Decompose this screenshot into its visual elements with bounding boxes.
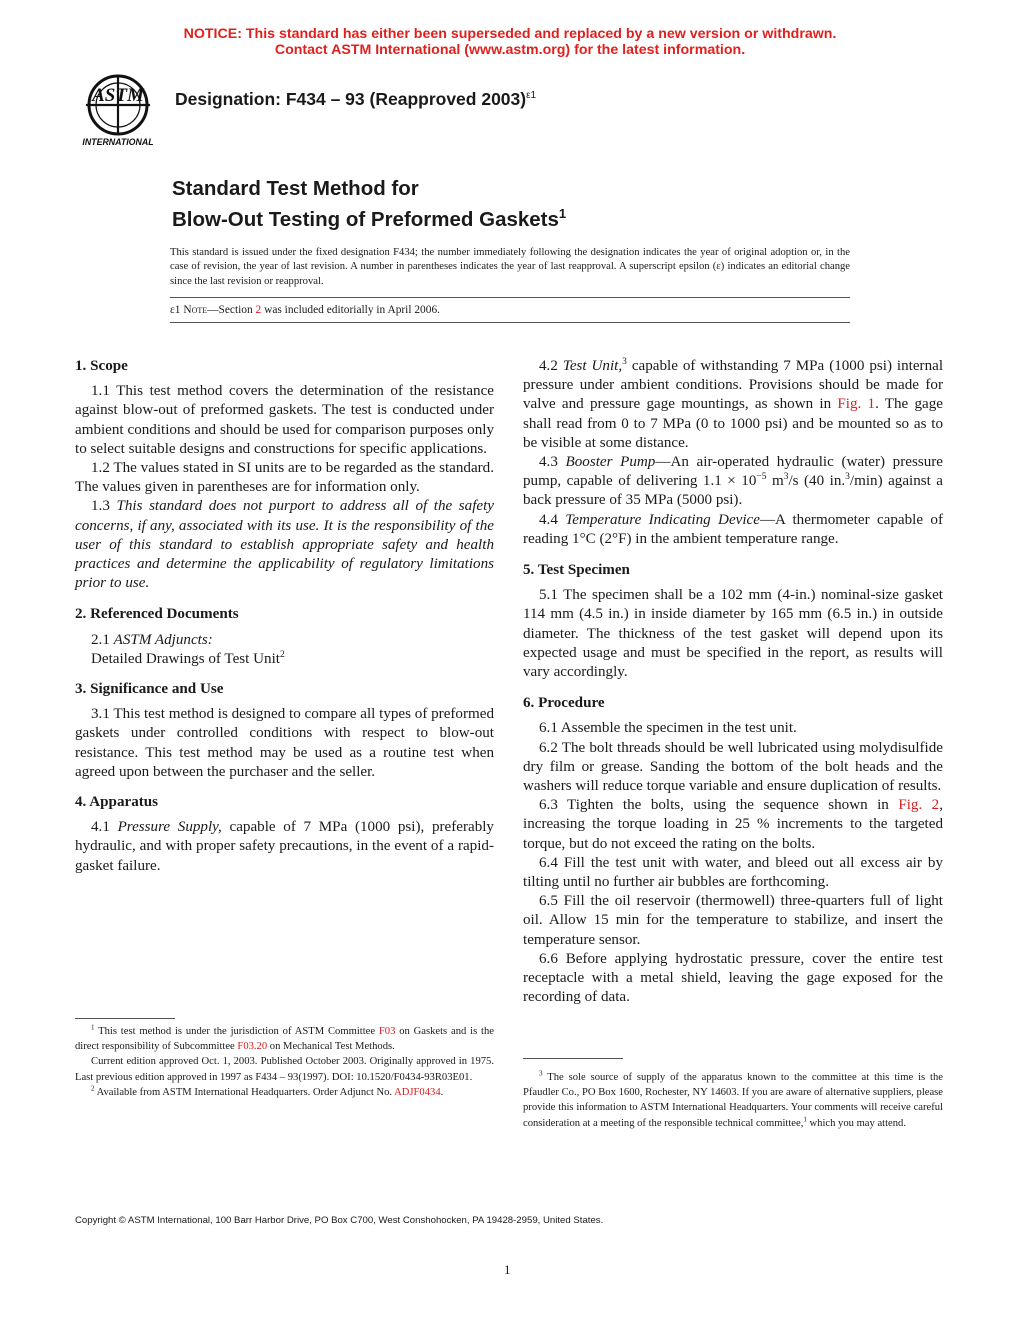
- s4-p3-num: 4.3: [539, 454, 558, 471]
- section-6-heading: 6. Procedure: [523, 695, 605, 712]
- s4-p3: [523, 453, 943, 511]
- footnote-1-edition: Current edition approved Oct. 1, 2003. Published October 2003. Originally approved in 1975. Last previous edition approved in 1997 as F434 – 93(1997). DOI: 10.1520/F0434-93R03E01.: [75, 1056, 494, 1083]
- copyright: Copyright © ASTM International, 100 Barr Harbor Drive, PO Box C700, West Conshohocken, PA 19428-2959, United States.: [75, 1215, 604, 1226]
- s6-p1: 6.1 Assemble the specimen in the test unit.: [539, 720, 797, 737]
- s2-p1-num: 2.1: [91, 631, 110, 648]
- s4-p2-sup: 3: [622, 356, 627, 367]
- s4-p2-label: Test Unit,: [562, 358, 623, 374]
- designation-text: Designation: F434 – 93 (Reapproved 2003): [175, 89, 527, 109]
- fn2-a: Available from ASTM International Headquarters. Order Adjunct No.: [96, 1086, 395, 1098]
- divider-bottom: [170, 322, 850, 323]
- fn3-a: The sole source of supply of the apparatus known to the committee at this time is the Pfaudler Co., PO Box 1600, Rochester, NY 14603. If you are aware of alternative suppliers, please provide this information to ASTM International Headquarters. Your comments will receive careful consideration at a meeting of the responsible technical committee,: [523, 1072, 943, 1129]
- s6-p6: 6.6 Before applying hydrostatic pressure, cover the entire test receptacle with a metal shield, leaving the gage exposed for the recording of data.: [523, 950, 943, 1006]
- editorial-note-label: Note: [183, 304, 208, 316]
- s4-p2-num: 4.2: [539, 358, 558, 374]
- s4-p4-label: Temperature Indicating Device: [565, 511, 760, 528]
- fn1-c: on Mechanical Test Methods.: [267, 1041, 395, 1053]
- s4-p2-text-b: . The gage shall read from 0 to 7 MPa (0 to 1000 psi) and be mounted so as to be visible at some distance.: [523, 396, 943, 451]
- s5-p1: 5.1 The specimen shall be a 102 mm (4-in.) nominal-size gasket 114 mm (4.5 in.) in inside diameter by 165 mm (6.5 in.) in outside diameter. The thickness of the test gasket will depend upon its expected usage and must be specified in the report, as results will vary accordingly.: [523, 587, 943, 681]
- logo-sub: INTERNATIONAL: [82, 137, 154, 147]
- fn2-adjunct-link[interactable]: ADJF0434: [394, 1086, 441, 1098]
- fn2-b: .: [440, 1086, 444, 1098]
- s4-p4-text: —A thermometer capable of reading 1°C (2°F) in the ambient temperature range.: [523, 511, 943, 547]
- s6-p3: [523, 796, 943, 854]
- intro-paragraph: This standard is issued under the fixed designation F434; the number immediately following the designation indicates the year of original adoption or, in the case of revision, the year of last revision. A number in parentheses indicates the year of last reapproval. A superscript epsilon (ε) indicates an editorial change since the last revision or reapproval.: [170, 247, 850, 287]
- fig-2-link[interactable]: Fig. 2: [898, 797, 940, 814]
- s6-p4: 6.4 Fill the test unit with water, and bleed out all excess air by tilting until no further air bubbles are forthcoming.: [523, 854, 943, 891]
- s2-p1: [75, 631, 494, 650]
- logo-letters: ASTM: [92, 85, 144, 106]
- editorial-post: was included editorially in April 2006.: [261, 304, 440, 316]
- footnote-3: [523, 1070, 943, 1131]
- s6-p3-text-a: 6.3 Tighten the bolts, using the sequence shown in: [539, 797, 899, 814]
- section-2-heading: 2. Referenced Documents: [75, 606, 239, 623]
- s4-p2: [523, 357, 943, 453]
- title-line-2: Blow-Out Testing of Preformed Gaskets: [172, 207, 559, 231]
- s1-p1: 1.1 This test method covers the determination of the resistance against blow-out of preformed gaskets. The test is conducted under ambient conditions and should be used for comparison purposes only to select suitable designs and constructions for specific applications.: [75, 383, 494, 457]
- fn1-a: This test method is under the jurisdiction of ASTM Committee: [98, 1026, 379, 1037]
- fn2-sup: 2: [91, 1084, 95, 1093]
- notice-line-2: Contact ASTM International (www.astm.org) for the latest information.: [274, 42, 746, 58]
- left-column: [75, 357, 494, 876]
- designation: [175, 89, 536, 110]
- fig-1-link[interactable]: Fig. 1: [837, 396, 876, 413]
- page-number: 1: [504, 1262, 511, 1277]
- section-1-heading: 1. Scope: [75, 358, 128, 374]
- s1-p3: [75, 497, 494, 593]
- footnote-2: [75, 1085, 494, 1100]
- notice-line-1: NOTICE: This standard has either been superseded and replaced by a new version or withdrawn.: [183, 26, 837, 42]
- s6-p2: 6.2 The bolt threads should be well lubricated using molydisulfide dry film or grease. Sanding the bottom of the bolt heads and the washers will reduce torque variable and ensure duplication of results.: [523, 739, 943, 795]
- footnote-1: [75, 1024, 494, 1054]
- fn3-sup: 3: [539, 1069, 543, 1078]
- s4-p3-sup2: 3: [783, 472, 789, 483]
- s4-p3-text-a: —An air-operated hydraulic (water) pressure pump, capable of delivering 1.1 × 10: [523, 454, 943, 490]
- s4-p3-text-b: m: [766, 473, 784, 490]
- right-column: [523, 357, 943, 1008]
- s2-p1-text: ASTM Adjuncts:: [113, 631, 213, 648]
- fn1-b: on Gaskets and is the direct responsibility of Subcommittee: [75, 1026, 494, 1053]
- s4-p1-label: Pressure Supply,: [117, 819, 222, 836]
- fn3-b: which you may attend.: [806, 1117, 906, 1129]
- footnote-rule-left: [75, 1018, 175, 1019]
- fn1-committee-link[interactable]: F03: [378, 1026, 396, 1037]
- s4-p1-num: 4.1: [91, 819, 110, 836]
- s4-p3-text-c: /s (40 in.: [788, 473, 846, 490]
- footnote-rule-right: [523, 1058, 623, 1059]
- title-line-1: Standard Test Method for: [172, 177, 419, 200]
- editorial-note: [170, 304, 850, 316]
- fn1-subcommittee-link[interactable]: F03.20: [237, 1041, 268, 1053]
- s4-p3-sup3: 3: [845, 472, 850, 483]
- footnotes-right: [523, 1070, 943, 1131]
- section-5-heading: 5. Test Specimen: [523, 562, 630, 579]
- s1-p3-num: 1.3: [91, 498, 110, 515]
- editorial-pre: —Section: [207, 304, 253, 316]
- s6-p5: 6.5 Fill the oil reservoir (thermowell) three-quarters full of light oil. Allow 15 min for the temperature to stabilize, and insert the temperature sensor.: [523, 893, 943, 948]
- fn1-sup: 1: [91, 1023, 95, 1032]
- s4-p3-sup1: −5: [756, 472, 767, 483]
- s4-p3-label: Booster Pump: [565, 454, 656, 471]
- s6-p3-text-b: , increasing the torque loading in 25 % increments to the targeted torque, but do not exceed the rating on the bolts.: [523, 797, 944, 852]
- editorial-epsilon: ε1: [170, 304, 181, 316]
- s4-p2-text-a: capable of withstanding 7 MPa (1000 psi) internal pressure under ambient conditions. Provisions should be made for valve and pressure gage mountings, as shown in: [523, 358, 944, 413]
- designation-sup: ε1: [526, 90, 537, 102]
- s2-p2-sup: 2: [279, 649, 285, 660]
- divider-top: [170, 297, 850, 298]
- s4-p4: [523, 511, 943, 549]
- s4-p4-num: 4.4: [539, 511, 558, 528]
- document-title: [172, 176, 566, 232]
- s1-p2: 1.2 The values stated in SI units are to be regarded as the standard. The values given in parentheses are for information only.: [75, 460, 494, 496]
- fn3-sup2: 1: [803, 1115, 807, 1124]
- s1-p3-text: This standard does not purport to address all of the safety concerns, if any, associated with its use. It is the responsibility of the user of this standard to establish appropriate safety and health practices and determine the applicability of regulatory limitations prior to use.: [75, 498, 494, 592]
- editorial-section-link[interactable]: 2: [255, 304, 262, 316]
- s4-p3-text-d: /min) against a back pressure of 35 MPa (5000 psi).: [523, 473, 944, 509]
- s4-p1: [75, 818, 494, 876]
- astm-logo: [74, 72, 162, 150]
- s3-p1: 3.1 This test method is designed to compare all types of preformed gaskets under controlled conditions with respect to blow-out resistance. This test method may be used as a routine test when agreed upon between the purchaser and the seller.: [75, 706, 494, 780]
- title-sup: 1: [558, 206, 567, 221]
- notice-banner: [0, 26, 1020, 58]
- section-3-heading: 3. Significance and Use: [75, 681, 224, 698]
- s2-p2: [75, 650, 494, 669]
- s2-p2-text: Detailed Drawings of Test Unit: [91, 650, 280, 667]
- s4-p1-text: capable of 7 MPa (1000 psi), preferably hydraulic, and with proper safety precautions, in the event of a rapid-gasket failure.: [75, 819, 494, 874]
- footnotes-left: [75, 1024, 494, 1100]
- section-4-heading: 4. Apparatus: [75, 794, 159, 811]
